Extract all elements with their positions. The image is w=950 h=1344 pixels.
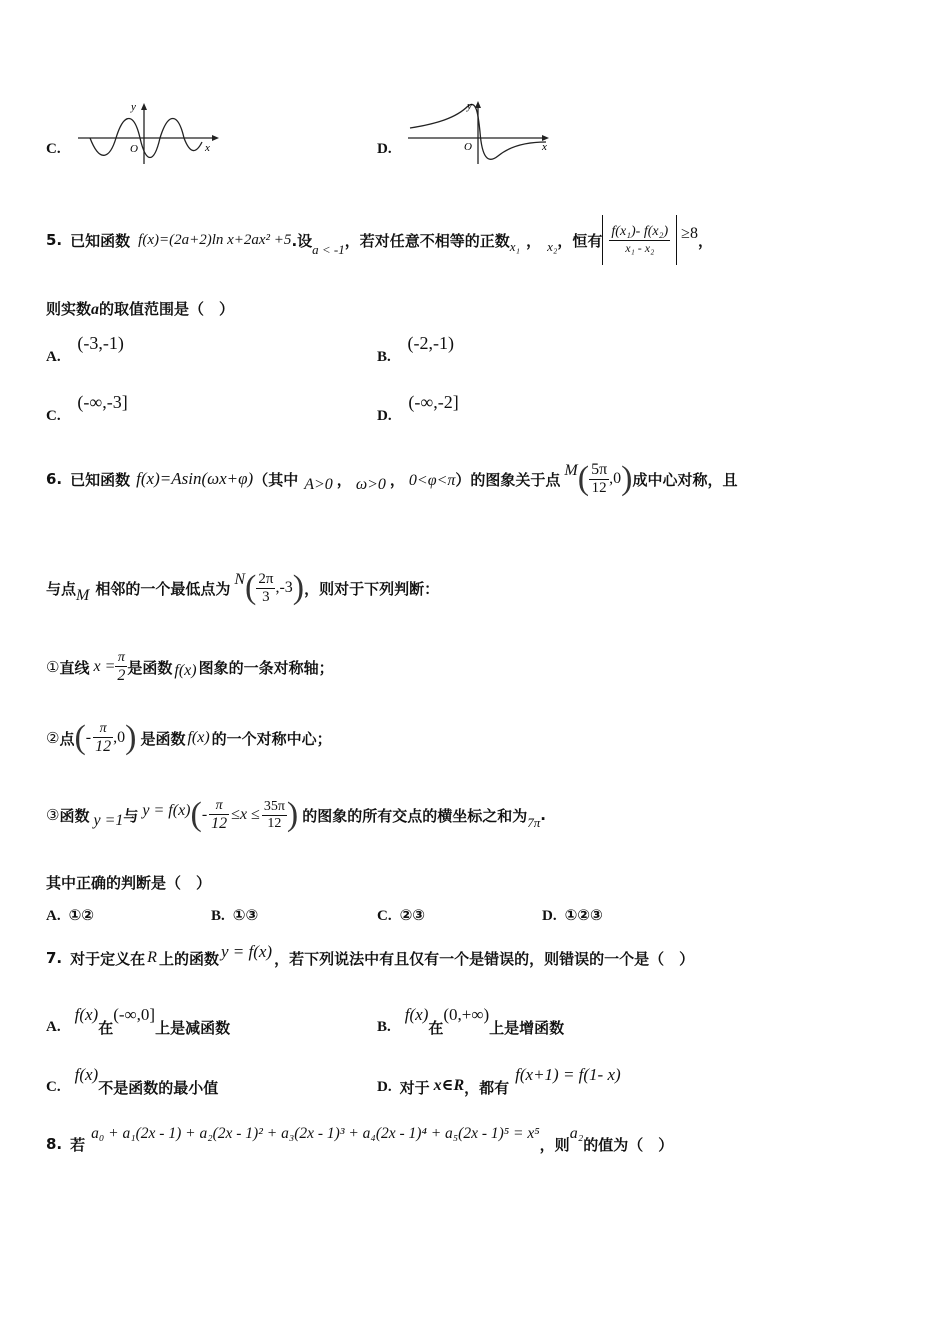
q6-m-numerator: 5π [591,461,608,478]
q5-text-5: ， [697,231,713,250]
q6-j3-d1: 12 [211,814,228,832]
q5-frac-denominator: x₁ - x₂ [625,241,655,255]
q6-l2-m: M [76,587,90,604]
q4-option-d-label[interactable]: D. [377,141,392,157]
q6-l2-b: 相邻的一个最低点为 [95,579,231,598]
q6-l2-a: 与点 [46,579,77,598]
q5-number: 5. [46,231,63,249]
q4-d-origin: O [464,141,472,153]
q6-stem: 6. 已知函数 f(x)=Asin(ωx+φ) （其中 A>0 ， ω>0 ， 0<φ<π ）的图象关于点 M ( $\frac{5\pi}{12}$ ,0 ) 成中心对称，且 [46,460,738,497]
q6-text-3: ）的图象关于点 [455,470,561,489]
q5-line-2 [46,298,234,319]
q8-text-3: 的值为（ ） [583,1135,674,1154]
q6-j2-c: 的一个对称中心； [211,729,332,748]
q6-m-label: M [564,462,578,479]
q6-j3-y1: y =1 [93,812,124,829]
q6-function: f(x)=Asin(ωx+φ) [136,469,254,488]
q6-option-a-label: A. [46,908,61,924]
q7-text-3: ，若下列说法中有且仅有一个是错误的，则错误的一个是（ ） [274,949,695,968]
q6-n-denominator: 3 [262,588,270,605]
q6-j3-pre: - [201,806,208,823]
q6-option-c[interactable] [377,906,425,925]
q7-option-a-label: A. [46,1018,61,1035]
q5-option-c-label: C. [46,408,61,424]
q7-text-2: 上的函数 [158,949,219,968]
q6-j2-f: f(x) [187,729,210,746]
q5-sep: ， [526,231,542,250]
q6-l2-c: ，则对于下列判断： [304,579,440,598]
q7-option-d-label: D. [377,1078,392,1095]
q7-option-a-f: f(x) [74,1005,99,1024]
q6-judgement-1 [46,645,334,689]
q7-option-b-pre: 在 [428,1018,444,1037]
q6-j1-a: 直线 [59,658,90,677]
q6-option-d-label: D. [542,908,557,924]
q7-option-b-interval: (0,+∞) [443,1005,490,1024]
q5-condition: a < -1 [312,242,345,257]
q6-n-numerator: 2π [258,570,274,587]
q4-option-c-label[interactable]: C. [46,141,61,157]
q5-option-a-value: (-3,-1) [77,333,124,353]
q5-option-b-label: B. [377,349,391,365]
q5-line2-a: 则实数 [46,300,92,318]
q6-m-denominator: 12 [591,480,607,496]
q6-text-4: 成中心对称，且 [632,470,738,489]
q6-j1-mark: ① [46,658,60,676]
q7-option-c-f: f(x) [74,1065,99,1084]
q5-x1: x₁ [509,239,521,254]
q7-option-b-f: f(x) [404,1005,429,1024]
q5-frac-numerator: f(x₁)- f(x₂) [611,224,669,239]
q6-n-tail: ,-3 [275,579,293,596]
q6-j3-c: 的图象的所有交点的横坐标之和为 [302,806,528,825]
q7-option-a[interactable] [46,1002,230,1036]
q7-text-1: 对于定义在 [70,949,146,968]
q6-option-c-value: ②③ [399,906,425,924]
q5-text-1: 已知函数 [70,231,131,250]
q4-c-axis-y: y [131,101,136,113]
q7-option-d-cond: x∈R [433,1077,465,1094]
q4-graph-c [74,98,224,170]
q5-text-2: .设 [291,231,313,250]
q6-question: 其中正确的判断是（ ） [46,874,212,892]
q5-abs-expression [602,215,677,265]
q6-n-label: N [234,571,246,588]
q6-judgement-3: ③ 函数 y =1 与 y = f(x) ( - $\frac{\pi}{12}$ ≤x ≤ $\frac{35\pi}{12}$ ) 的图象的所有交点的横坐标之和为 7π . [46,796,546,833]
q6-m-tail: ,0 [609,470,622,487]
q7-option-a-pre: 在 [98,1018,114,1037]
q6-j3-d2: 12 [267,815,282,831]
q6-text-1: 已知函数 [70,470,131,489]
q5-option-c-value: (-∞,-3] [77,392,128,412]
q7-option-a-post: 上是减函数 [155,1018,231,1037]
q4-d-axis-y: y [467,100,472,112]
q4-graph-d [406,98,556,170]
q7-option-d[interactable] [377,1062,621,1096]
q8-text-2: ，则 [539,1135,570,1154]
q5-x2: x₂ [547,239,558,254]
q6-j3-n2: 35π [263,798,285,814]
q5-function: f(x)=(2a+2)ln x+2ax² +5 [138,231,292,248]
q7-option-d-equation: f(x+1) = f(1- x) [515,1065,621,1084]
q6-line-2: 与点 M 相邻的一个最低点为 N ( $\frac{2\pi}{3}$ ,-3 ) ，则对于下列判断： [46,569,440,606]
q8-text-1: 若 [70,1135,86,1154]
q7-option-d-post: ，都有 [464,1078,510,1097]
q7-option-c-post: 不是函数的最小值 [98,1078,219,1097]
q6-j3-b: 与 [123,806,139,825]
q6-j2-numerator: π [93,721,113,738]
q6-cond-2: ω>0 [355,476,386,493]
q6-j2-b: 是函数 [140,729,186,748]
q4-c-origin: O [130,143,138,155]
q5-option-c[interactable] [46,392,128,424]
q5-option-d-value: (-∞,-2] [408,392,459,412]
q6-cond-3: 0<φ<π [408,472,456,489]
q7-option-a-interval: (-∞,0] [113,1005,156,1024]
q7-function: y = f(x) [220,942,273,961]
q6-j3-end: . [540,806,546,824]
q8-number: 8. [46,1135,63,1153]
q6-j2-a: 点 [59,729,75,748]
q7-option-b-label: B. [377,1018,391,1035]
q7-r: R [147,949,157,966]
q5-line2-b: 的取值范围是（ ） [99,300,235,318]
q4-c-axis-x: x [205,142,210,154]
q8-stem [46,1120,673,1156]
q6-j3-a: 函数 [59,806,90,825]
q7-option-d-pre: 对于 [399,1078,430,1097]
q6-option-d-value: ①②③ [564,906,603,924]
q5-option-b-value: (-2,-1) [407,333,455,353]
q6-j1-c: 图象的一条对称轴； [198,658,334,677]
q8-a2: a₂ [569,1125,584,1142]
q6-j1-numerator: π [115,650,127,667]
q5-stem [46,212,713,268]
q6-cond-1: A>0 [304,476,333,493]
q7-option-c-label: C. [46,1078,61,1095]
q6-option-c-label: C. [377,908,392,924]
q6-j2-denominator: 12 [95,737,112,755]
q6-j3-y2: y = f(x) [142,802,191,819]
q6-option-b[interactable] [211,906,258,925]
q7-option-b[interactable] [377,1002,564,1036]
q5-option-d[interactable] [377,392,459,424]
q6-j2-mark: ② [46,729,60,747]
q6-option-a-value: ①② [68,906,94,924]
q8-equation: a₀ + a₁(2x - 1) + a₂(2x - 1)² + a₃(2x - 1)³ + a₄(2x - 1)⁴ + a₅(2x - 1)⁵ = x⁵ [91,1125,540,1142]
q6-j2-tail: ,0 [113,729,126,746]
q5-option-d-label: D. [377,408,392,424]
q6-j3-value: 7π [527,815,541,830]
q6-j3-mid: ≤x ≤ [231,806,260,823]
q6-j1-b: 是函数 [127,658,173,677]
q6-option-b-value: ①③ [232,906,259,924]
q7-option-b-post: 上是增函数 [489,1018,565,1037]
q5-var-a: a [91,301,100,318]
q5-option-b[interactable] [377,333,455,365]
q6-j3-mark: ③ [46,806,60,824]
q5-option-a-label: A. [46,349,61,365]
q5-ge: ≥8 [681,225,698,242]
q6-j2-pre: - [85,729,92,746]
q6-j1-denominator: 2 [117,666,126,684]
q6-option-d[interactable] [542,906,603,925]
q5-text-4: ，恒有 [557,231,603,250]
q7-option-c[interactable] [46,1062,218,1096]
q7-number: 7. [46,949,63,967]
q6-judgement-2: ② 点 ( - $\frac{\pi}{12}$ ,0 ) 是函数 f(x) 的一个对称中心； [46,719,332,756]
q6-text-2: （其中 [253,470,299,489]
q6-option-b-label: B. [211,908,225,924]
q5-option-a[interactable] [46,333,124,365]
q5-text-3: ，若对任意不相等的正数 [344,231,510,250]
q6-j1-x: x = [93,658,116,675]
q7-stem [46,940,694,976]
q6-j3-n1: π [209,798,229,815]
q6-number: 6. [46,470,63,488]
q6-option-a[interactable] [46,906,94,925]
q4-d-axis-x: x [542,141,547,153]
q6-j1-f: f(x) [174,662,197,679]
